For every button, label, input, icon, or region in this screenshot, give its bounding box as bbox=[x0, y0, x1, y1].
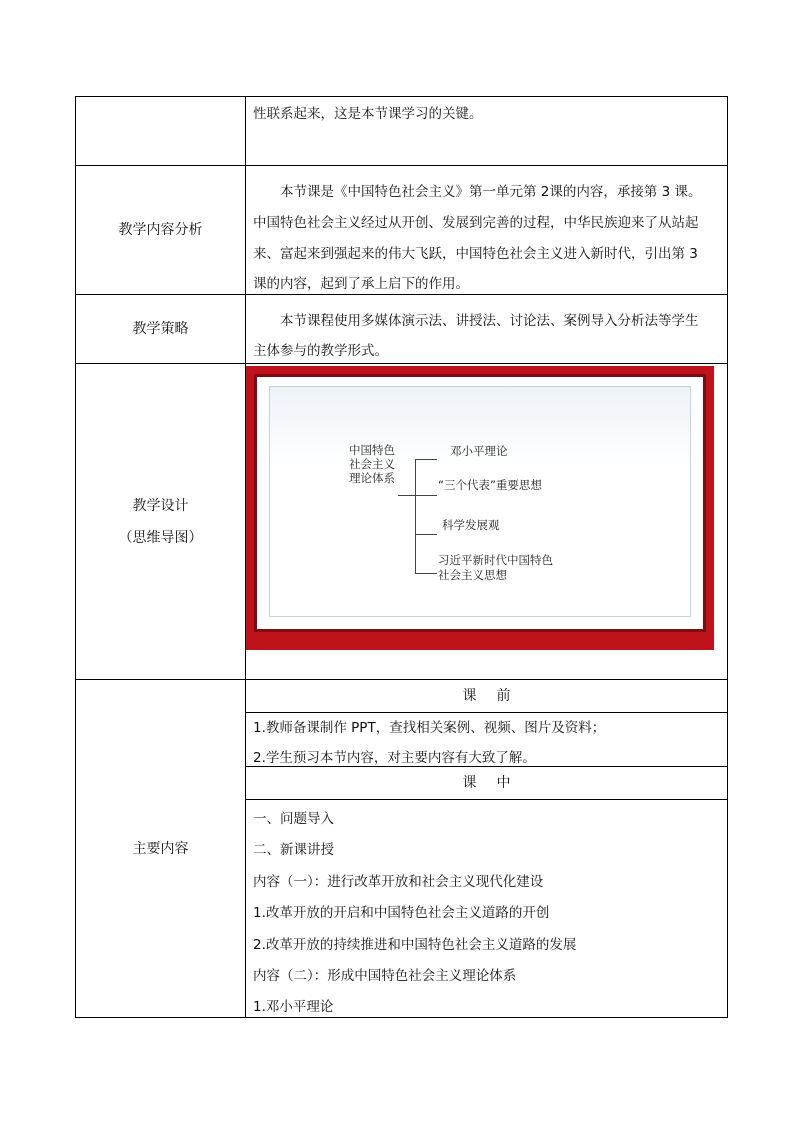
label-main-content: 主要内容 bbox=[132, 840, 189, 857]
mindmap-branch: 邓小平理论 bbox=[450, 444, 508, 458]
during-item: 二、新课讲授 bbox=[253, 842, 334, 858]
strategy-line: 主体参与的教学形式。 bbox=[253, 343, 388, 359]
mindmap-connector bbox=[398, 495, 415, 496]
strategy-line: 本节课程使用多媒体演示法、讲授法、讨论法、案例导入分析法等学生 bbox=[280, 313, 699, 329]
slide-inner bbox=[254, 374, 706, 632]
during-item: 内容（二）：形成中国特色社会主义理论体系 bbox=[253, 968, 517, 984]
row-strategy bbox=[75, 294, 728, 363]
mindmap-branch: 习近平新时代中国特色社会主义思想 bbox=[438, 553, 553, 582]
label-strategy: 教学策略 bbox=[132, 321, 189, 337]
continuation-text: 性联系起来，这是本节课学习的关键。 bbox=[253, 106, 483, 122]
row-label bbox=[76, 166, 246, 294]
mindmap-branch: “三个代表”重要思想 bbox=[438, 478, 542, 492]
during-class-header: 课中 bbox=[246, 767, 727, 800]
mindmap-connector bbox=[415, 459, 416, 573]
row-label-empty bbox=[76, 97, 246, 165]
mindmap-root: 中国特色社会主义理论体系 bbox=[349, 443, 395, 485]
mindmap-connector bbox=[415, 573, 437, 574]
analysis-line: 来、富起来到强起来的伟大飞跃，中国特色社会主义进入新时代，引出第 3 bbox=[253, 246, 698, 262]
row-content-analysis bbox=[75, 165, 728, 294]
label-design: 教学设计 bbox=[132, 497, 189, 514]
label-content-analysis: 教学内容分析 bbox=[118, 222, 203, 238]
row-content bbox=[246, 364, 727, 679]
analysis-line: 本节课是《中国特色社会主义》第一单元第 2课的内容，承接第 3 课。 bbox=[280, 184, 702, 200]
row-main-content bbox=[75, 679, 728, 1018]
mindmap-slide-image bbox=[246, 366, 714, 650]
during-item: 2.改革开放的持续推进和中国特色社会主义道路的发展 bbox=[253, 937, 577, 953]
analysis-line: 课的内容，起到了承上启下的作用。 bbox=[253, 276, 469, 292]
row-content bbox=[246, 680, 727, 1017]
mindmap-connector bbox=[415, 495, 437, 496]
mindmap-branch: 科学发展观 bbox=[442, 518, 500, 532]
row-label bbox=[76, 680, 246, 1017]
row-content bbox=[246, 97, 727, 165]
row-design bbox=[75, 363, 728, 679]
label-mindmap: （思维导图） bbox=[118, 529, 203, 546]
row-label bbox=[76, 295, 246, 363]
row-content bbox=[246, 166, 727, 294]
mindmap-connector bbox=[415, 459, 437, 460]
slide-frame bbox=[269, 386, 691, 617]
row-content bbox=[246, 295, 727, 363]
before-class-header: 课前 bbox=[246, 680, 727, 713]
row-continuation bbox=[75, 96, 728, 165]
during-item: 1.改革开放的开启和中国特色社会主义道路的开创 bbox=[253, 905, 550, 921]
during-item: 一、问题导入 bbox=[253, 811, 334, 827]
lesson-plan-table bbox=[75, 96, 728, 1017]
analysis-line: 中国特色社会主义经过从开创、发展到完善的过程，中华民族迎来了从站起 bbox=[253, 215, 699, 231]
before-item: 1.教师备课制作 PPT，查找相关案例、视频、图片及资料； bbox=[253, 720, 606, 736]
before-class-items bbox=[246, 713, 727, 767]
during-item: 1.邓小平理论 bbox=[253, 999, 334, 1015]
during-class-items bbox=[246, 800, 727, 1017]
row-label bbox=[76, 364, 246, 679]
during-item: 内容（一）：进行改革开放和社会主义现代化建设 bbox=[253, 874, 544, 890]
mindmap-connector bbox=[415, 534, 437, 535]
before-item: 2.学生预习本节内容，对主要内容有大致了解。 bbox=[253, 750, 536, 766]
